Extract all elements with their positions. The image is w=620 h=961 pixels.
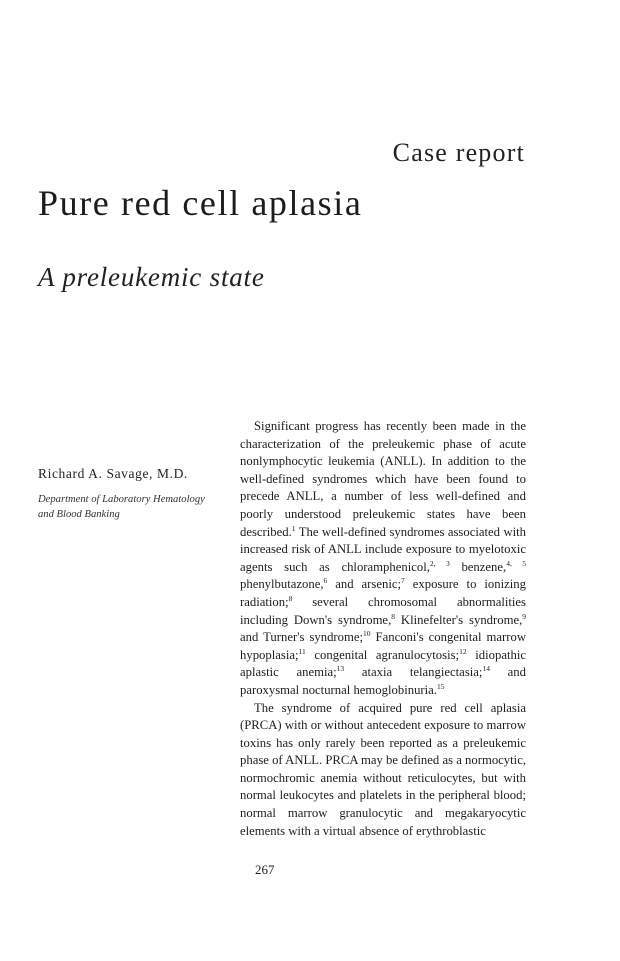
body-text-run: Klinefelter's syndrome, [395,612,523,627]
reference-superscript: 10 [363,628,371,638]
reference-superscript: 8 [288,593,293,603]
affiliation-line-1: Department of Laboratory Hematology [38,494,205,505]
article-title: Pure red cell aplasia [38,183,363,223]
section-label: Case report [392,138,525,167]
body-text-run: idiopathic aplastic anemia; [240,647,526,680]
body-text-run: and Turner's syndrome; [240,630,364,645]
body-text-run: ataxia telangiectasia; [344,665,483,680]
body-text-run: Fanconi's congenital marrow hypoplasia; [240,630,526,662]
body-text-run: and paroxysmal nocturnal hemoglobinuria. [240,665,526,697]
reference-superscript: 2, 3 [429,558,450,568]
reference-superscript: 6 [323,576,328,586]
page-number: 267 [255,862,275,877]
reference-superscript: 13 [336,664,345,674]
affiliation-line-2: and Blood Banking [38,509,120,520]
reference-superscript: 1 [291,523,296,533]
reference-superscript: 8 [391,611,395,621]
reference-superscript: 7 [401,576,405,586]
article-subtitle: A preleukemic state [38,262,265,292]
author-affiliation [38,492,228,522]
reference-superscript: 4, 5 [506,558,527,568]
body-text [240,418,526,840]
body-text-run: congenital agranulocytosis; [305,647,460,662]
body-text-run: phenylbutazone, [240,577,324,592]
reference-superscript: 12 [459,646,467,656]
reference-superscript: 14 [482,664,490,674]
body-text-run: The well-defined syndromes associated with increased risk of ANLL include exposure to myelotoxic agents such as chloramphenicol, [240,524,526,574]
body-paragraph [240,700,526,841]
reference-superscript: 11 [298,646,306,656]
body-text-run: several chromosomal abnormalities including Down's syndrome, [240,594,526,627]
reference-superscript: 9 [522,611,527,621]
body-text-run: benzene, [449,559,507,574]
body-paragraph [240,418,526,700]
body-text-run: and arsenic; [327,577,402,592]
body-text-run: Significant progress has recently been made in the characterization of the preleukemic phase of acute nonlymphocytic leukemia (ANLL). In addition to the well-defined syndromes which have been found to precede ANLL, a number of less well-defined and poorly understood preleukemic states have been described. [240,419,526,539]
reference-superscript: 15 [436,681,445,691]
author-block [38,466,228,522]
body-text-run: exposure to ionizing radiation; [240,577,526,609]
author-name: Richard A. Savage, M.D. [38,466,188,481]
body-text-run: The syndrome of acquired pure red cell aplasia (PRCA) with or without antecedent exposure to marrow toxins has only rarely been reported as a preleukemic phase of ANLL. PRCA may be defined as a normocytic, normochromic anemia without reticulocytes, but with normal leukocytes and platelets in the peripheral blood; normal marrow granulocytic and megakaryocytic elements with a virtual absence of erythroblastic [240,700,526,838]
